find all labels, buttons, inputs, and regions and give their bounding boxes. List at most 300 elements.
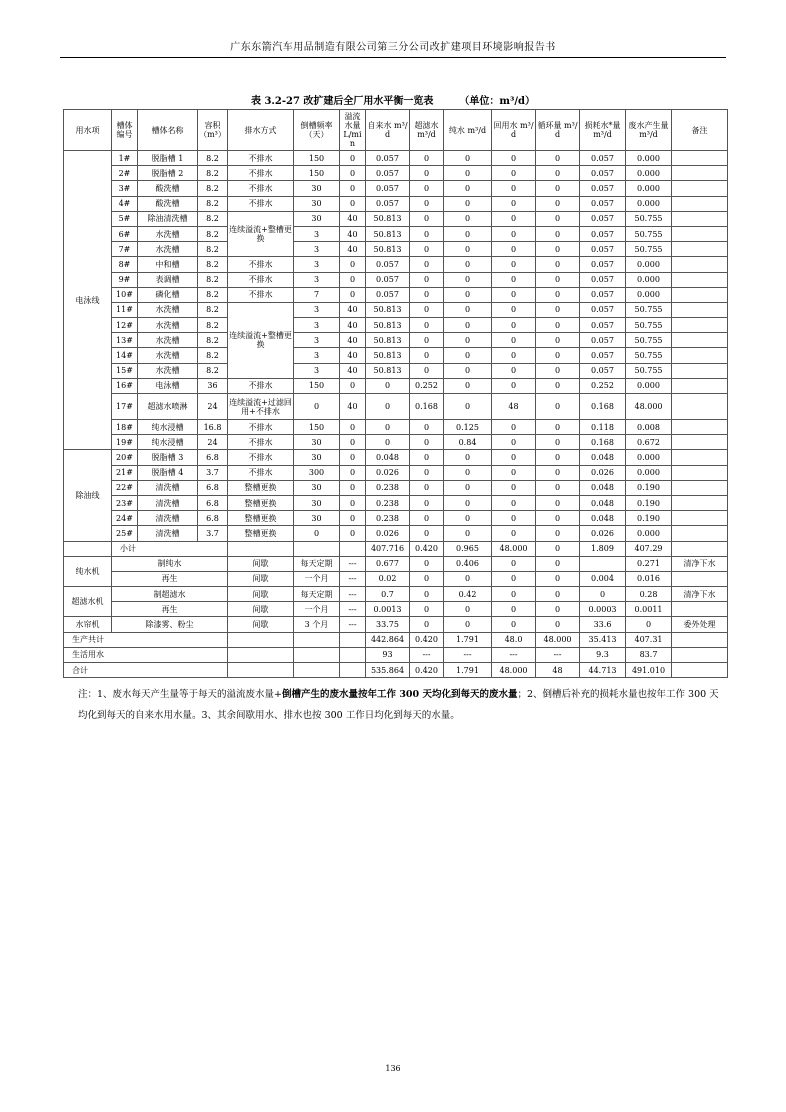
table-row (64, 435, 728, 450)
value-cell: 0 (410, 465, 444, 480)
volume: 8.2 (198, 181, 228, 196)
table-row (64, 318, 728, 333)
column-header: 循环量 m³/d (536, 110, 580, 151)
value-cell: 0 (410, 287, 444, 302)
value-cell (672, 333, 728, 348)
value-cell: 0.048 (580, 450, 626, 465)
value-cell (672, 302, 728, 317)
tank-id: 7# (112, 242, 138, 257)
tank-id: 16# (112, 378, 138, 393)
volume: 3.7 (198, 465, 228, 480)
value-cell: 0.057 (366, 151, 410, 166)
value-cell: 0 (410, 257, 444, 272)
value-cell: 0 (410, 151, 444, 166)
value-cell: 0 (536, 511, 580, 526)
value-cell: 0 (340, 435, 366, 450)
value-cell: 0.004 (580, 571, 626, 586)
value-cell: 0 (536, 211, 580, 226)
value-cell: 40 (340, 363, 366, 378)
value-cell: 0 (492, 617, 536, 632)
value-cell: 0 (410, 480, 444, 495)
value-cell: --- (340, 571, 366, 586)
volume: 8.2 (198, 363, 228, 378)
table-row (64, 257, 728, 272)
value-cell: 0.016 (626, 571, 672, 586)
value-cell: 0.271 (626, 556, 672, 571)
value-cell: 0 (492, 571, 536, 586)
value-cell: 0 (536, 526, 580, 541)
tank-name: 清洗槽 (138, 480, 198, 495)
value-cell: --- (410, 647, 444, 662)
value-cell: 0.026 (580, 465, 626, 480)
value-cell: 0 (536, 151, 580, 166)
value-cell: 30 (294, 196, 340, 211)
column-header: 损耗水*量 m³/d (580, 110, 626, 151)
note-part-2-bold: 倒槽产生的废水量按年工作 300 天均化到每天的废水量 (282, 689, 518, 700)
value-cell: 0 (444, 302, 492, 317)
table-row (64, 465, 728, 480)
value-cell: 491.010 (626, 663, 672, 678)
volume: 8.2 (198, 196, 228, 211)
value-cell: 0.057 (366, 257, 410, 272)
value-cell: 48.000 (626, 394, 672, 420)
value-cell: 0.057 (366, 272, 410, 287)
total-label: 生活用水 (64, 647, 228, 662)
value-cell (672, 196, 728, 211)
value-cell: 0.057 (366, 287, 410, 302)
value-cell (672, 211, 728, 226)
value-cell: 0 (410, 587, 444, 602)
column-header: 倒槽频率（天） (294, 110, 340, 151)
drain-method: 整槽更换 (228, 480, 294, 495)
subtotal-row (64, 541, 728, 556)
value-cell: 0.057 (580, 196, 626, 211)
volume: 8.2 (198, 333, 228, 348)
value-cell: 0 (492, 272, 536, 287)
tank-name: 中和槽 (138, 257, 198, 272)
value-cell: 0 (340, 378, 366, 393)
value-cell: 48 (492, 394, 536, 420)
value-cell: 0.000 (626, 272, 672, 287)
value-cell: 0 (492, 526, 536, 541)
value-cell: 0 (410, 348, 444, 363)
process-name: 再生 (112, 602, 228, 617)
value-cell: 3 (294, 302, 340, 317)
value-cell: 3 (294, 272, 340, 287)
value-cell: 0 (410, 211, 444, 226)
drain-method: 不排水 (228, 465, 294, 480)
tank-name: 水洗槽 (138, 226, 198, 241)
value-cell: 30 (294, 495, 340, 510)
value-cell: 0 (366, 394, 410, 420)
value-cell: 0.420 (410, 632, 444, 647)
pure-machine-row (64, 571, 728, 586)
value-cell: --- (444, 647, 492, 662)
value-cell (672, 541, 728, 556)
value-cell: 0 (410, 571, 444, 586)
tank-id: 15# (112, 363, 138, 378)
value-cell: 0 (536, 378, 580, 393)
table-row (64, 302, 728, 317)
value-cell: 3 (294, 226, 340, 241)
table-row (64, 181, 728, 196)
table-note (78, 684, 728, 726)
value-cell (672, 287, 728, 302)
value-cell: 0.190 (626, 511, 672, 526)
empty-cell (340, 541, 366, 556)
value-cell: 0 (536, 242, 580, 257)
column-header: 超滤水 m³/d (410, 110, 444, 151)
empty-cell (340, 632, 366, 647)
value-cell: --- (492, 647, 536, 662)
value-cell: 0 (444, 226, 492, 241)
value-cell: 0 (444, 257, 492, 272)
value-cell (672, 420, 728, 435)
total-label: 生产共计 (64, 632, 228, 647)
value-cell: 间歇 (228, 602, 294, 617)
value-cell: 50.755 (626, 333, 672, 348)
tank-id: 25# (112, 526, 138, 541)
table-row (64, 151, 728, 166)
value-cell: 50.813 (366, 348, 410, 363)
value-cell: 0.28 (626, 587, 672, 602)
value-cell: 0.057 (366, 181, 410, 196)
value-cell: 0 (536, 257, 580, 272)
value-cell: 0.7 (366, 587, 410, 602)
value-cell: 0 (536, 420, 580, 435)
value-cell: 3 (294, 318, 340, 333)
value-cell: 50.755 (626, 302, 672, 317)
value-cell: 300 (294, 465, 340, 480)
tank-id: 11# (112, 302, 138, 317)
value-cell: 0 (492, 363, 536, 378)
value-cell: 一个月 (294, 571, 340, 586)
value-cell (672, 257, 728, 272)
value-cell: 0 (492, 181, 536, 196)
value-cell: 0 (410, 556, 444, 571)
value-cell: 50.813 (366, 333, 410, 348)
value-cell: 0 (444, 465, 492, 480)
value-cell: 407.31 (626, 632, 672, 647)
volume: 8.2 (198, 318, 228, 333)
uf-machine-row (64, 587, 728, 602)
process-name: 除漆雾、粉尘 (112, 617, 228, 632)
value-cell: 0 (444, 450, 492, 465)
tank-id: 10# (112, 287, 138, 302)
value-cell: --- (536, 647, 580, 662)
tank-id: 23# (112, 495, 138, 510)
tank-name: 纯水浸槽 (138, 435, 198, 450)
tank-name: 磷化槽 (138, 287, 198, 302)
value-cell: 0 (366, 378, 410, 393)
value-cell: 0 (492, 420, 536, 435)
value-cell: 40 (340, 226, 366, 241)
value-cell: 0 (536, 287, 580, 302)
value-cell: 0 (536, 617, 580, 632)
curtain-row (64, 617, 728, 632)
value-cell: 0 (410, 333, 444, 348)
value-cell: 0 (492, 465, 536, 480)
value-cell: 30 (294, 511, 340, 526)
process-name: 制超滤水 (112, 587, 228, 602)
tank-name: 水洗槽 (138, 302, 198, 317)
value-cell: 9.3 (580, 647, 626, 662)
value-cell (672, 348, 728, 363)
value-cell: 0 (492, 511, 536, 526)
value-cell: 30 (294, 480, 340, 495)
value-cell: 0 (492, 242, 536, 257)
value-cell: 0 (410, 242, 444, 257)
value-cell: 40 (340, 394, 366, 420)
value-cell: 0 (410, 272, 444, 287)
drain-method: 整槽更换 (228, 526, 294, 541)
value-cell: 33.6 (580, 617, 626, 632)
value-cell: 407.29 (626, 541, 672, 556)
value-cell: 0 (536, 226, 580, 241)
volume: 8.2 (198, 257, 228, 272)
table-caption (60, 92, 726, 107)
empty-cell (294, 663, 340, 678)
value-cell (672, 480, 728, 495)
value-cell: 0 (340, 526, 366, 541)
page-header: 广东东箭汽车用品制造有限公司第三分公司改扩建项目环境影响报告书 (60, 38, 726, 58)
group-label-uf-machine: 超滤水机 (64, 587, 112, 617)
value-cell: 0.057 (366, 196, 410, 211)
drain-method: 不排水 (228, 450, 294, 465)
table-row (64, 363, 728, 378)
value-cell: 0 (492, 495, 536, 510)
value-cell (672, 495, 728, 510)
value-cell: 0 (340, 465, 366, 480)
value-cell: 0 (536, 465, 580, 480)
value-cell: 0.252 (580, 378, 626, 393)
value-cell: 407.716 (366, 541, 410, 556)
tank-name: 脱脂槽 2 (138, 166, 198, 181)
table-row (64, 272, 728, 287)
empty-cell (340, 647, 366, 662)
value-cell: 1.809 (580, 541, 626, 556)
volume: 8.2 (198, 272, 228, 287)
value-cell: 每天定期 (294, 587, 340, 602)
column-header: 自来水 m³/d (366, 110, 410, 151)
value-cell: 0.048 (580, 480, 626, 495)
tank-id: 1# (112, 151, 138, 166)
value-cell: 50.813 (366, 242, 410, 257)
value-cell: 0 (536, 571, 580, 586)
value-cell: 1.791 (444, 663, 492, 678)
value-cell: 0 (492, 435, 536, 450)
value-cell: 间歇 (228, 556, 294, 571)
column-header: 回用水 m³/d (492, 110, 536, 151)
value-cell: 0 (536, 541, 580, 556)
value-cell: 0 (536, 480, 580, 495)
drain-method: 不排水 (228, 166, 294, 181)
value-cell: 0 (340, 257, 366, 272)
table-row (64, 495, 728, 510)
tank-id: 6# (112, 226, 138, 241)
value-cell: 0 (366, 420, 410, 435)
value-cell: 0.252 (410, 378, 444, 393)
value-cell: 0.057 (580, 272, 626, 287)
value-cell: 0.057 (580, 302, 626, 317)
value-cell (672, 571, 728, 586)
value-cell: 50.813 (366, 226, 410, 241)
value-cell: 0.168 (580, 394, 626, 420)
value-cell: 0 (444, 166, 492, 181)
value-cell (672, 602, 728, 617)
value-cell: 0 (536, 556, 580, 571)
empty-cell (228, 632, 294, 647)
value-cell: 0 (626, 617, 672, 632)
value-cell: 0 (444, 181, 492, 196)
value-cell: 0.048 (366, 450, 410, 465)
value-cell: 0.026 (366, 526, 410, 541)
value-cell: 0 (340, 272, 366, 287)
column-header: 槽体名称 (138, 110, 198, 151)
tank-name: 脱脂槽 4 (138, 465, 198, 480)
value-cell: 0.026 (580, 526, 626, 541)
value-cell: 0 (492, 211, 536, 226)
value-cell: 30 (294, 435, 340, 450)
value-cell: 50.813 (366, 318, 410, 333)
value-cell: --- (340, 602, 366, 617)
tank-name: 水洗槽 (138, 318, 198, 333)
table-row (64, 394, 728, 420)
value-cell: 150 (294, 151, 340, 166)
tank-id: 3# (112, 181, 138, 196)
column-header: 溢流水量 L/min (340, 110, 366, 151)
empty-cell (228, 663, 294, 678)
value-cell: 0.057 (580, 151, 626, 166)
volume: 6.8 (198, 495, 228, 510)
note-part-1: 注：1、废水每天产生量等于每天的溢流废水量+ (78, 689, 283, 700)
pure-machine-row (64, 556, 728, 571)
value-cell: 0.125 (444, 420, 492, 435)
value-cell: 0.190 (626, 495, 672, 510)
tank-name: 脱脂槽 1 (138, 151, 198, 166)
value-cell: 1.791 (444, 632, 492, 647)
tank-id: 17# (112, 394, 138, 420)
empty-cell (580, 556, 626, 571)
value-cell (672, 450, 728, 465)
value-cell: 40 (340, 242, 366, 257)
value-cell: 0 (536, 450, 580, 465)
value-cell: 0 (340, 287, 366, 302)
value-cell: 3 (294, 348, 340, 363)
empty-cell (228, 647, 294, 662)
table-title: 表 3.2-27 改扩建后全厂用水平衡一览表 (250, 96, 434, 107)
domestic-row (64, 647, 728, 662)
value-cell: 间歇 (228, 571, 294, 586)
value-cell: 0 (340, 151, 366, 166)
tank-name: 水洗槽 (138, 363, 198, 378)
table-row (64, 287, 728, 302)
value-cell: 0 (492, 257, 536, 272)
volume: 6.8 (198, 450, 228, 465)
value-cell: 0.000 (626, 166, 672, 181)
volume: 36 (198, 378, 228, 393)
value-cell: 0 (340, 480, 366, 495)
value-cell: 每天定期 (294, 556, 340, 571)
volume: 8.2 (198, 166, 228, 181)
column-header: 槽体编号 (112, 110, 138, 151)
value-cell: 0 (410, 435, 444, 450)
value-cell (672, 435, 728, 450)
drain-method: 不排水 (228, 272, 294, 287)
value-cell (672, 511, 728, 526)
value-cell: 间歇 (228, 587, 294, 602)
value-cell: 0 (444, 495, 492, 510)
value-cell: 0 (536, 181, 580, 196)
tank-name: 除油清洗槽 (138, 211, 198, 226)
drain-method: 不排水 (228, 420, 294, 435)
value-cell (672, 151, 728, 166)
column-header: 纯水 m³/d (444, 110, 492, 151)
table-row (64, 526, 728, 541)
value-cell: 0 (340, 166, 366, 181)
tank-name: 纯水浸槽 (138, 420, 198, 435)
value-cell (672, 663, 728, 678)
value-cell: 0 (340, 181, 366, 196)
tank-id: 4# (112, 196, 138, 211)
value-cell: 0 (444, 211, 492, 226)
tank-name: 水洗槽 (138, 333, 198, 348)
value-cell: 150 (294, 378, 340, 393)
table-row (64, 348, 728, 363)
value-cell: 0 (580, 587, 626, 602)
table-unit: （单位：m³/d） (459, 96, 536, 107)
value-cell: 3 (294, 363, 340, 378)
value-cell (672, 166, 728, 181)
value-cell: 50.813 (366, 363, 410, 378)
drain-method: 整槽更换 (228, 511, 294, 526)
value-cell: 0 (340, 495, 366, 510)
tank-name: 水洗槽 (138, 348, 198, 363)
value-cell: 30 (294, 450, 340, 465)
table-row (64, 450, 728, 465)
value-cell: 3 (294, 333, 340, 348)
value-cell: 0.057 (580, 363, 626, 378)
value-cell: 50.813 (366, 211, 410, 226)
column-header: 备注 (672, 110, 728, 151)
value-cell: 0.057 (580, 348, 626, 363)
value-cell: 150 (294, 166, 340, 181)
empty-cell (64, 541, 112, 556)
value-cell: 0.168 (410, 394, 444, 420)
value-cell: 0.000 (626, 287, 672, 302)
table-header-row (64, 110, 728, 151)
volume: 8.2 (198, 287, 228, 302)
tank-name: 表调槽 (138, 272, 198, 287)
value-cell: 40 (340, 333, 366, 348)
table-row (64, 480, 728, 495)
value-cell: 44.713 (580, 663, 626, 678)
value-cell: 0.000 (626, 378, 672, 393)
value-cell: 0.008 (626, 420, 672, 435)
volume: 8.2 (198, 348, 228, 363)
volume: 8.2 (198, 211, 228, 226)
value-cell (672, 394, 728, 420)
value-cell: 0 (536, 333, 580, 348)
empty-cell (340, 663, 366, 678)
value-cell: 0 (536, 602, 580, 617)
value-cell: 0.677 (366, 556, 410, 571)
value-cell: 40 (340, 318, 366, 333)
value-cell: 50.755 (626, 226, 672, 241)
value-cell: 0 (444, 196, 492, 211)
tank-id: 8# (112, 257, 138, 272)
value-cell (672, 632, 728, 647)
